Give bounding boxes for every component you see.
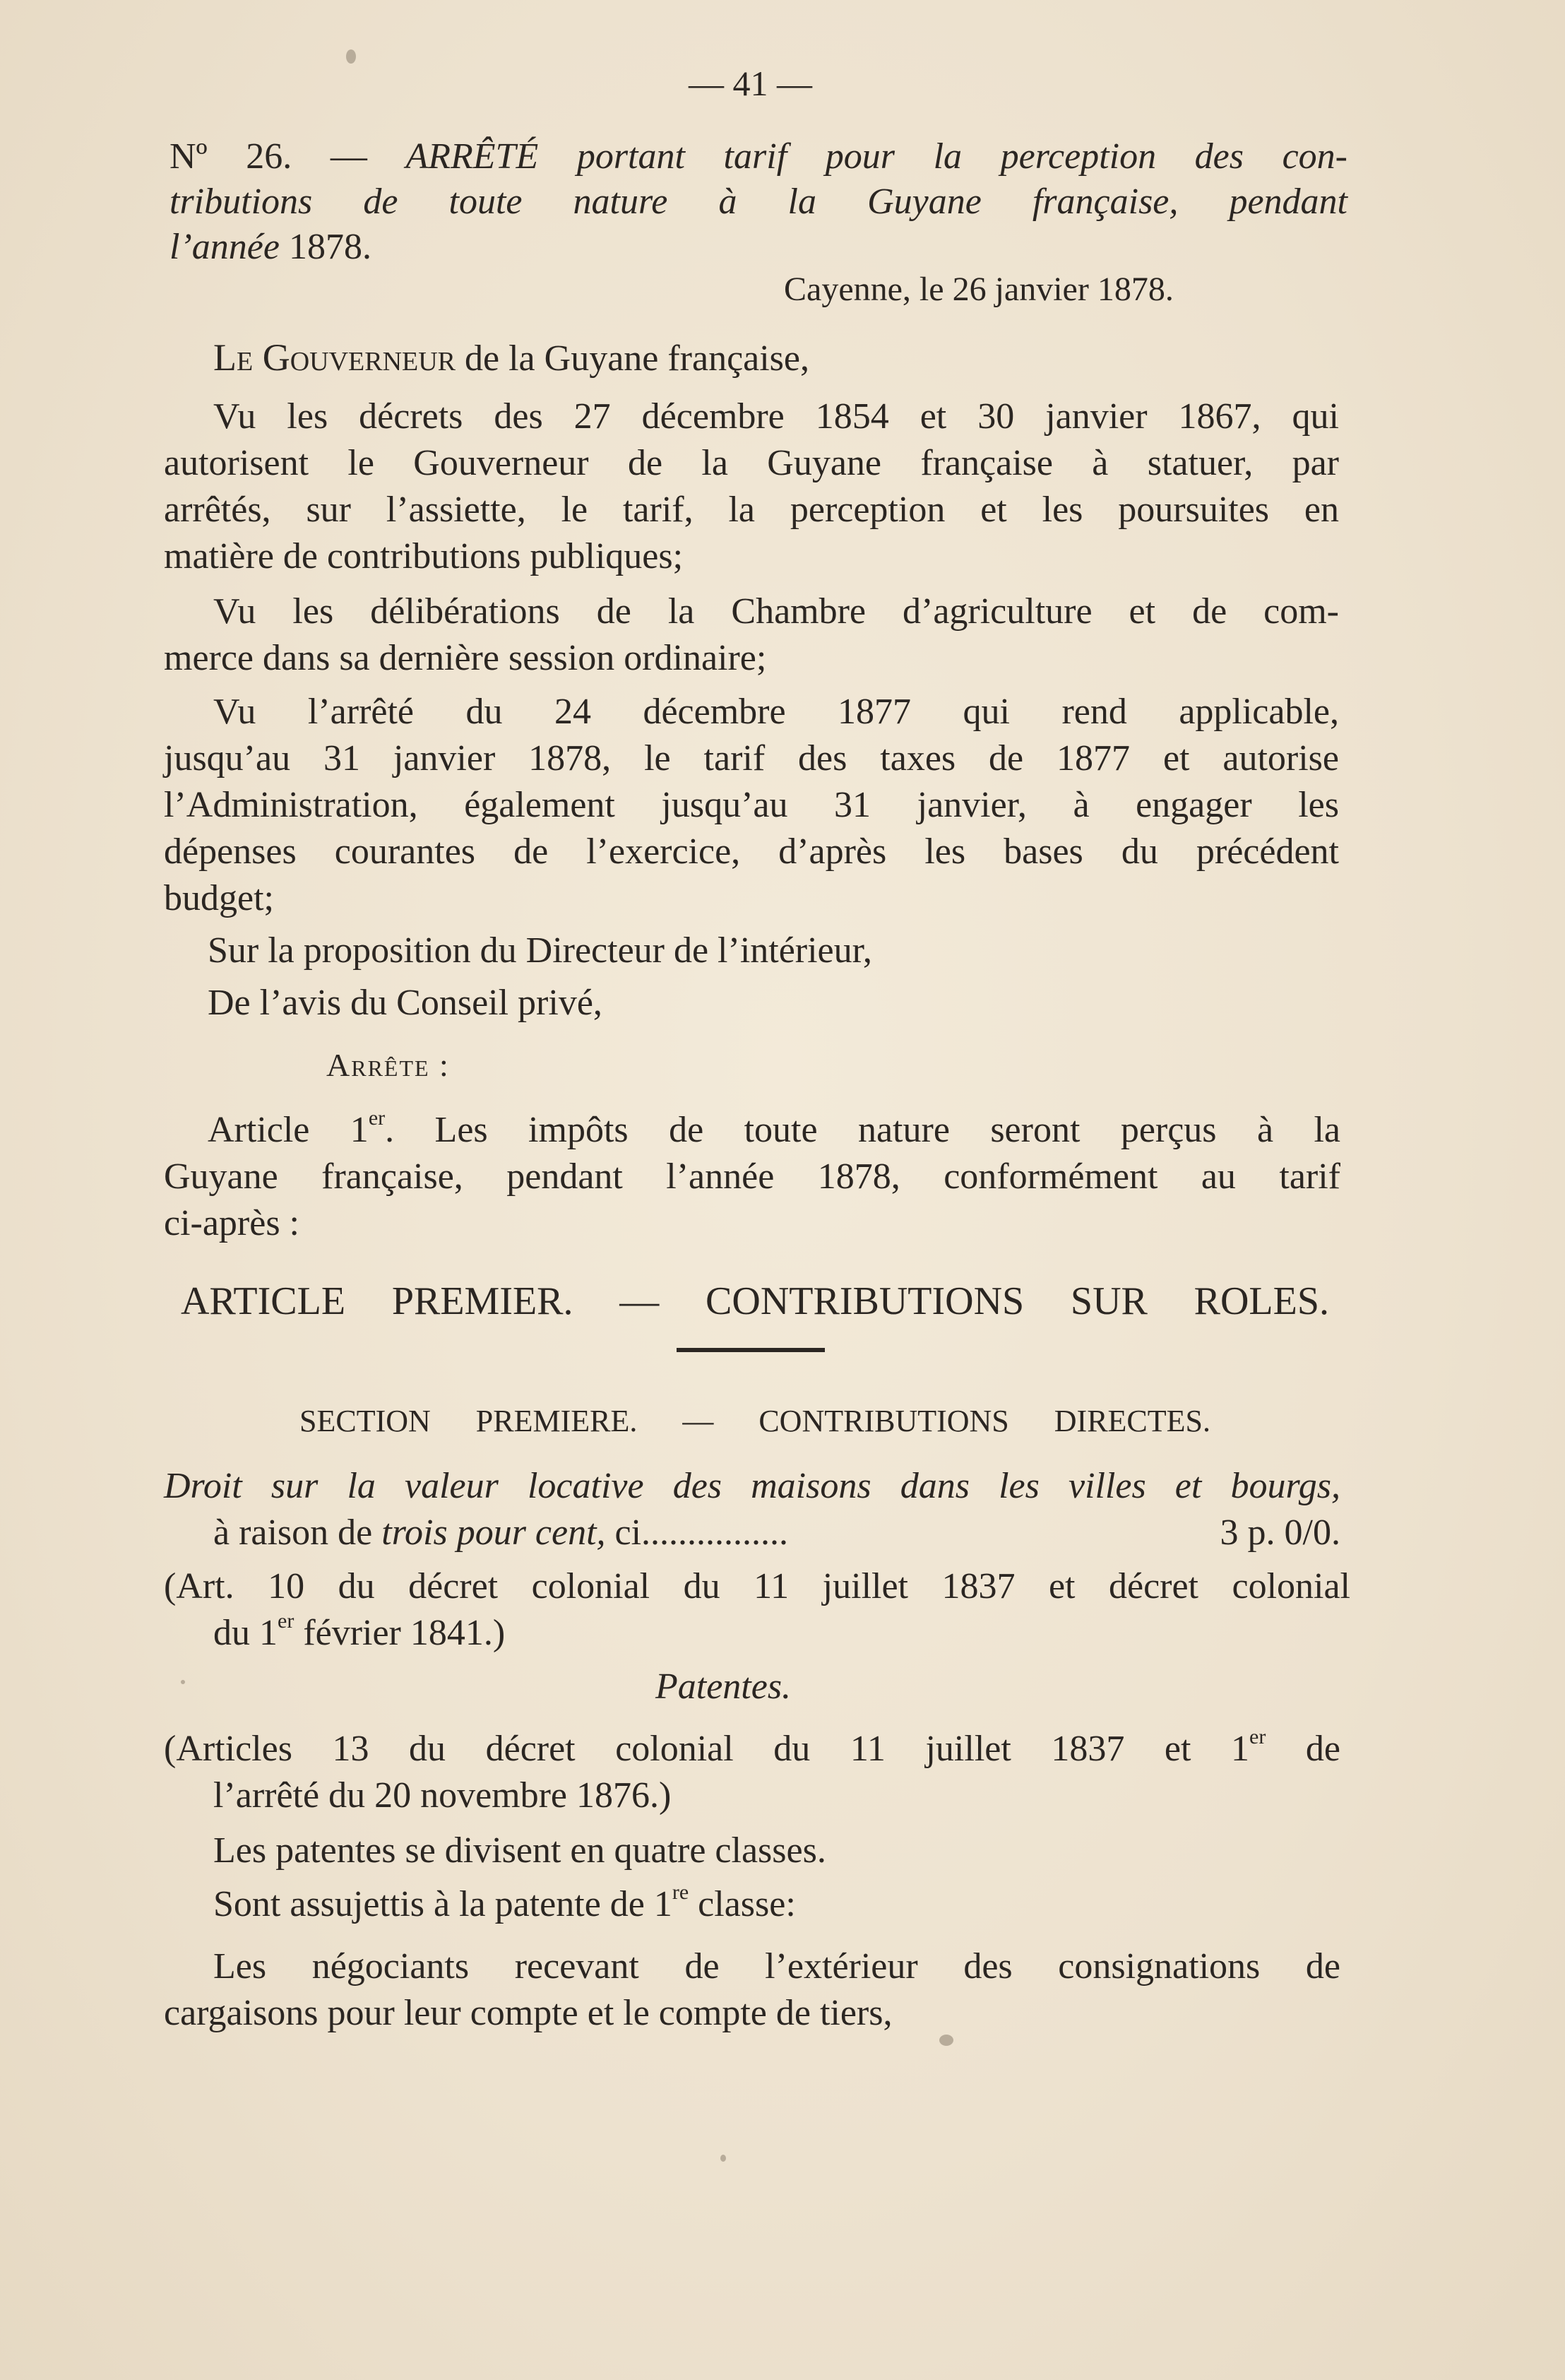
article-premier-heading: ARTICLE PREMIER. — CONTRIBUTIONS SUR ROLES.: [181, 1279, 1329, 1323]
article-1-sup: er: [368, 1106, 386, 1130]
heading-number: Nº 26. —: [169, 136, 406, 177]
para-7-sup: re: [672, 1880, 689, 1904]
para-3-line-4: dépenses courantes de l’exercice, d’après les bases du précédent: [164, 831, 1339, 872]
droit-line-2: [213, 1512, 1340, 1554]
governor-rest: de la Guyane française,: [456, 338, 809, 379]
para-7: [213, 1880, 796, 1926]
article-1-label: Article 1: [208, 1110, 369, 1150]
para-5: De l’avis du Conseil privé,: [208, 983, 602, 1023]
para-3-line-1: Vu l’arrêté du 24 décembre 1877 qui rend applicable,: [213, 692, 1339, 732]
article-1-line-1: [208, 1106, 1341, 1151]
para-4: Sur la proposition du Directeur de l’intérieur,: [208, 930, 872, 971]
para-6: Les patentes se divisent en quatre classes.: [213, 1830, 826, 1871]
droit-rate-words: trois pour cent,: [381, 1512, 606, 1553]
governor-smallcaps: Le Gouverneur: [213, 336, 456, 379]
droit-rate-value: 3 p. 0/0.: [1220, 1512, 1340, 1553]
heading-year: 1878.: [279, 227, 371, 267]
ref-2-text-b: de: [1266, 1729, 1340, 1769]
paper-speck: [181, 1680, 185, 1684]
para-7-text-a: Sont assujettis à la patente de 1: [213, 1884, 672, 1924]
droit-text: à raison de: [213, 1512, 382, 1553]
para-1-line-2: autorisent le Gouverneur de la Guyane française à statuer, par: [164, 443, 1339, 483]
para-8-line-2: cargaisons pour leur compte et le compte de tiers,: [164, 1993, 893, 2033]
ref-1-line-2: [213, 1609, 506, 1654]
para-2-line-1: Vu les délibérations de la Chambre d’agriculture et de com-: [213, 591, 1339, 632]
ref-2-line-2: l’arrêté du 20 novembre 1876.): [213, 1775, 672, 1816]
patentes-heading: Patentes.: [655, 1666, 792, 1707]
ref-1-line-1: (Art. 10 du décret colonial du 11 juillet 1837 et décret colonial: [164, 1566, 1350, 1606]
section-heading: SECTION PREMIERE. — CONTRIBUTIONS DIRECTES.: [299, 1404, 1210, 1438]
heading-title: ARRÊTÉ portant tarif pour la perception des con-: [405, 136, 1347, 177]
para-3-line-2: jusqu’au 31 janvier 1878, le tarif des taxes de 1877 et autorise: [164, 738, 1339, 778]
heading-line-2: tributions de toute nature à la Guyane française, pendant: [169, 182, 1347, 222]
para-1-line-4: matière de contributions publiques;: [164, 536, 684, 576]
heading-line-3: [169, 226, 371, 268]
ref-2-sup: er: [1249, 1724, 1266, 1748]
heading-line-1: [169, 136, 1347, 178]
ref-2-text-a: (Articles 13 du décret colonial du 11 juillet 1837 et 1: [164, 1729, 1250, 1769]
paper-speck: [346, 49, 356, 64]
ref-2-line-1: [164, 1724, 1340, 1770]
para-3-line-3: l’Administration, également jusqu’au 31 janvier, à engager les: [164, 785, 1339, 825]
para-7-text-b: classe:: [689, 1884, 796, 1924]
para-8-line-1: Les négociants recevant de l’extérieur des consignations de: [213, 1946, 1340, 1987]
droit-line-1: Droit sur la valeur locative des maisons dans les villes et bourgs,: [164, 1466, 1340, 1506]
governor-line: [213, 336, 809, 380]
ref-1-text-a: du 1: [213, 1613, 278, 1653]
droit-leader: ci................: [605, 1512, 789, 1553]
para-2-line-2: merce dans sa dernière session ordinaire;: [164, 638, 767, 678]
dateline: Cayenne, le 26 janvier 1878.: [784, 271, 1174, 308]
ref-1-text-b: février 1841.): [294, 1613, 506, 1653]
paper-speck: [720, 2155, 726, 2162]
section-divider-rule: [677, 1348, 825, 1352]
article-1-text: . Les impôts de toute nature seront perçus à la: [385, 1110, 1341, 1150]
arrete-heading: Arrête :: [326, 1047, 450, 1083]
article-1-line-2: Guyane française, pendant l’année 1878, conformément au tarif: [164, 1156, 1340, 1197]
article-1-line-3: ci-après :: [164, 1203, 300, 1243]
page-number: — 41 —: [689, 64, 812, 103]
paper-speck: [939, 2035, 953, 2046]
para-1-line-1: Vu les décrets des 27 décembre 1854 et 30 janvier 1867, qui: [213, 396, 1339, 437]
heading-year-label: l’année: [169, 227, 280, 267]
para-1-line-3: arrêtés, sur l’assiette, le tarif, la perception et les poursuites en: [164, 490, 1339, 530]
para-3-line-5: budget;: [164, 878, 274, 918]
ref-1-sup: er: [278, 1609, 294, 1633]
